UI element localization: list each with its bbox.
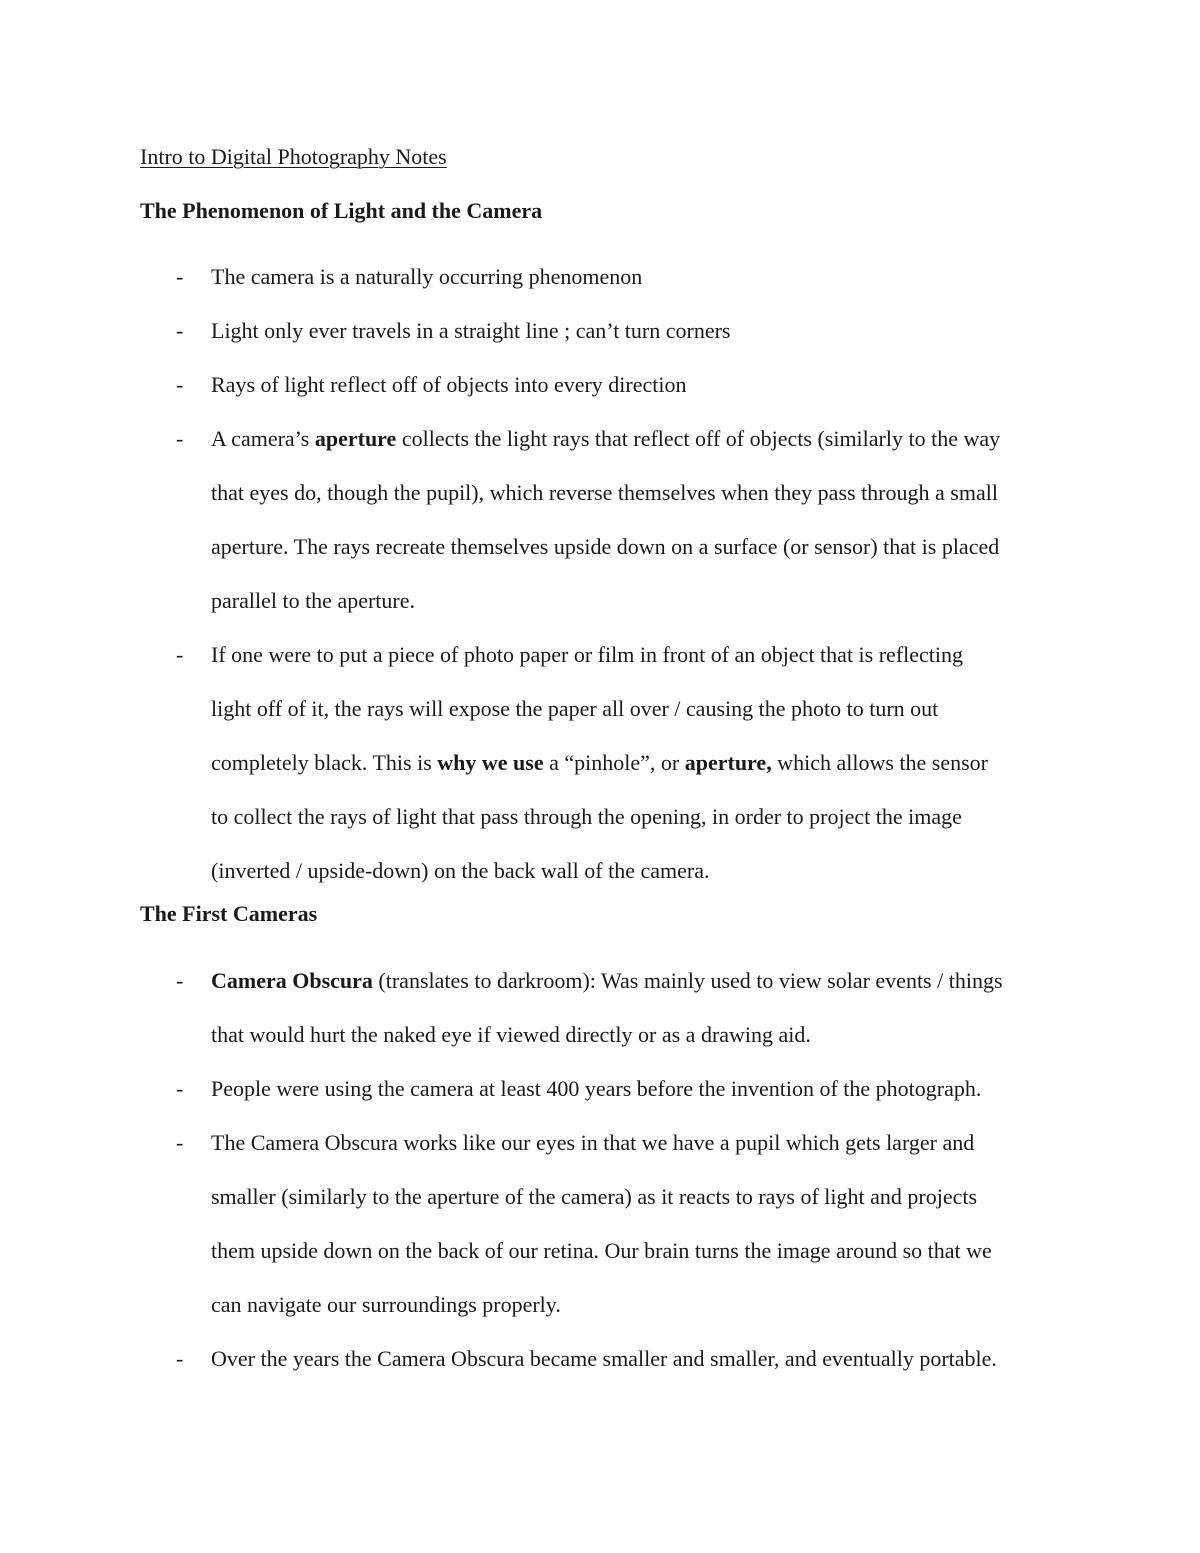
bold-term-aperture: aperture, <box>684 750 772 775</box>
text-run: a “pinhole”, or <box>543 750 685 775</box>
text-line: If one were to put a piece of photo paper or film in front of an object that is reflecting <box>211 642 964 667</box>
list-item <box>0 1062 1200 1116</box>
text-line: can navigate our surroundings properly. <box>211 1292 561 1317</box>
bullet-text <box>211 628 1071 898</box>
bullet-dash: - <box>176 264 184 289</box>
document-title: Intro to Digital Photography Notes <box>140 144 447 169</box>
text-line: that would hurt the naked eye if viewed directly or as a drawing aid. <box>211 1022 811 1047</box>
list-item <box>0 1332 1200 1386</box>
bullet-dash: - <box>176 968 184 993</box>
text-run: completely black. This is <box>211 750 438 775</box>
list-item <box>0 954 1200 1062</box>
bullet-dash: - <box>176 1130 184 1155</box>
bullet-text <box>211 412 1071 628</box>
text-line: aperture. The rays recreate themselves upside down on a surface (or sensor) that is placed <box>211 534 1000 559</box>
text-line: to collect the rays of light that pass through the opening, in order to project the image <box>211 804 962 829</box>
bullet-list-first-cameras <box>0 954 1200 1386</box>
bullet-dash: - <box>176 372 184 397</box>
list-item <box>0 250 1200 304</box>
bold-term-aperture: aperture <box>314 426 397 451</box>
bullet-dash: - <box>176 1076 184 1101</box>
text-line: (inverted / upside-down) on the back wall of the camera. <box>211 858 710 883</box>
text-line: parallel to the aperture. <box>211 588 416 613</box>
bullet-dash: - <box>176 426 184 451</box>
bold-term-why-we-use: why we use <box>437 750 544 775</box>
text-line: smaller (similarly to the aperture of the camera) as it reacts to rays of light and projects <box>211 1184 978 1209</box>
text-run: (translates to darkroom): Was mainly used to view solar events / things <box>372 968 1003 993</box>
text-line: light off of it, the rays will expose the paper all over / causing the photo to turn out <box>211 696 939 721</box>
bullet-text: People were using the camera at least 400 years before the invention of the photograph. <box>211 1076 982 1101</box>
text-run: A camera’s <box>211 426 315 451</box>
text-line: that eyes do, though the pupil), which reverse themselves when they pass through a small <box>211 480 998 505</box>
bullet-text: Over the years the Camera Obscura became smaller and smaller, and eventually portable. <box>211 1346 997 1371</box>
section-heading-light-and-camera: The Phenomenon of Light and the Camera <box>140 198 543 223</box>
text-line <box>211 412 1071 466</box>
text-line <box>211 736 1071 790</box>
bold-term-camera-obscura: Camera Obscura <box>211 968 373 993</box>
list-item <box>0 412 1200 628</box>
list-item <box>0 358 1200 412</box>
bullet-text <box>211 1116 1071 1332</box>
text-line: The Camera Obscura works like our eyes in that we have a pupil which gets larger and <box>211 1130 975 1155</box>
bullet-text: Rays of light reflect off of objects into every direction <box>211 372 687 397</box>
bullet-dash: - <box>176 642 184 667</box>
text-run: collects the light rays that reflect off of objects (similarly to the way <box>396 426 1001 451</box>
list-item <box>0 304 1200 358</box>
section-heading-first-cameras: The First Cameras <box>140 901 318 926</box>
bullet-text: The camera is a naturally occurring phenomenon <box>211 264 643 289</box>
list-item <box>0 628 1200 898</box>
text-line: them upside down on the back of our retina. Our brain turns the image around so that we <box>211 1238 992 1263</box>
bullet-text: Light only ever travels in a straight line ; can’t turn corners <box>211 318 731 343</box>
bullet-dash: - <box>176 1346 184 1371</box>
bullet-dash: - <box>176 318 184 343</box>
bullet-list-light-and-camera <box>0 250 1200 898</box>
text-run: which allows the sensor <box>771 750 988 775</box>
text-line <box>211 954 1071 1008</box>
list-item <box>0 1116 1200 1332</box>
bullet-text <box>211 954 1071 1062</box>
